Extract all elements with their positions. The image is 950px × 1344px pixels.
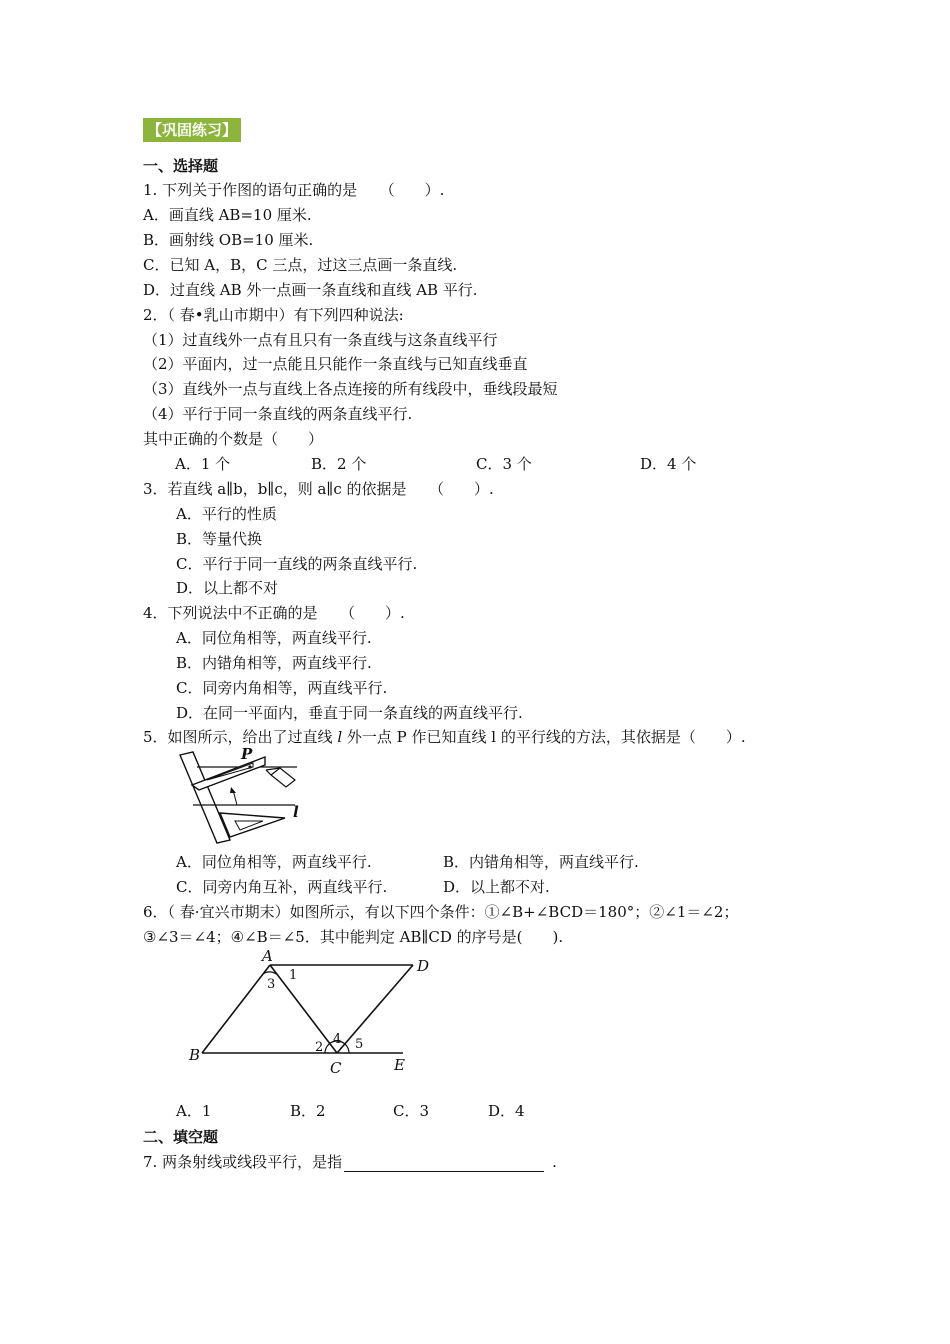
part2-heading: 二、填空题 [143,1128,219,1146]
label-5: 5 [355,1037,364,1052]
q4-option-d: D．在同一平面内，垂直于同一条直线的两直线平行. [176,704,523,722]
q5-stem-l: l [337,728,343,746]
pencil-icon [271,768,295,787]
arrow-icon [230,787,236,793]
label-l: l [293,803,299,821]
q3-option-c: C．平行于同一直线的两条直线平行. [176,555,418,573]
label-2: 2 [315,1040,324,1055]
label-4: 4 [333,1032,342,1047]
segment-ac [270,965,337,1053]
q1-stem: 1. 下列关于作图的语句正确的是 （ ）. [143,181,445,199]
label-3: 3 [267,977,276,992]
section-title: 【巩固练习】 [143,118,241,142]
q6-stem-line2: ③∠3＝∠4；④∠B＝∠5．其中能判定 AB∥CD 的序号是( ). [143,928,564,946]
q2-stem: 2．（ 春•乳山市期中）有下列四种说法: [143,306,404,324]
label-p: P [241,745,253,763]
q5-stem-post: 外一点 P 作已知直线 l 的平行线的方法，其依据是（ ）. [342,728,746,746]
q1-option-a: A．画直线 AB=10 厘米. [143,206,312,224]
q7-end: . [552,1153,557,1171]
label-D: D [417,957,430,975]
q5-stem-pre: 5．如图所示，给出了过直线 [143,728,338,746]
label-A: A [262,947,273,965]
q7 [143,1152,557,1172]
angle-arc-a [263,972,276,974]
q5-figure [175,745,310,845]
q4-option-a: A．同位角相等，两直线平行. [176,629,372,647]
label-B: B [189,1046,201,1064]
label-C: C [330,1059,342,1077]
q6-option-b: B．2 [290,1102,326,1120]
q5-option-a: A．同位角相等，两直线平行. [176,853,372,871]
q2-option-b: B．2 个 [311,455,367,473]
q4-option-c: C．同旁内角相等，两直线平行. [176,679,388,697]
q2-option-d: D．4 个 [640,455,697,473]
q6-option-a: A．1 [176,1102,212,1120]
q3-option-a: A．平行的性质 [176,505,277,523]
q2-statement-4: （4）平行于同一条直线的两条直线平行. [143,405,413,423]
label-1: 1 [289,968,298,983]
part1-heading: 一、选择题 [143,157,219,175]
q1-option-b: B．画射线 OB=10 厘米. [143,231,314,249]
q1-option-c: C．已知 A，B，C 三点，过这三点画一条直线. [143,256,458,274]
q5-stem [143,727,746,747]
q5-option-d: D．以上都不对. [443,878,550,896]
q2-statement-2: （2）平面内，过一点能且只能作一条直线与已知直线垂直 [143,355,528,373]
segment-ab [202,965,270,1053]
q2-option-c: C．3 个 [476,455,532,473]
q2-option-a: A．1 个 [175,455,231,473]
q3-stem: 3．若直线 a∥b，b∥c，则 a∥c 的依据是 （ ）. [143,480,494,498]
q7-stem: 7. 两条射线或线段平行，是指 [143,1153,343,1171]
segment-cd [337,965,413,1053]
q6-figure [185,947,430,1078]
q4-option-b: B．内错角相等，两直线平行. [176,654,372,672]
q5-option-b: B．内错角相等，两直线平行. [443,853,639,871]
q3-option-b: B．等量代换 [176,530,263,548]
q4-stem: 4．下列说法中不正确的是 （ ）. [143,604,405,622]
label-E: E [394,1056,405,1074]
q2-statement-1: （1）过直线外一点有且只有一条直线与这条直线平行 [143,331,498,349]
q2-question: 其中正确的个数是（ ） [143,430,324,448]
q6-stem-line1: 6．（ 春·宜兴市期末）如图所示，有以下四个条件：①∠B+∠BCD＝180°；②∠1＝∠2； [143,903,739,921]
q6-option-d: D．4 [488,1102,525,1120]
ruler [180,752,230,843]
q7-answer-blank[interactable] [344,1155,544,1172]
q5-option-c: C．同旁内角互补，两直线平行. [176,878,388,896]
q1-option-d: D．过直线 AB 外一点画一条直线和直线 AB 平行. [143,281,478,299]
q2-statement-3: （3）直线外一点与直线上各点连接的所有线段中，垂线段最短 [143,380,558,398]
q3-option-d: D．以上都不对 [176,579,279,597]
q6-option-c: C．3 [393,1102,430,1120]
